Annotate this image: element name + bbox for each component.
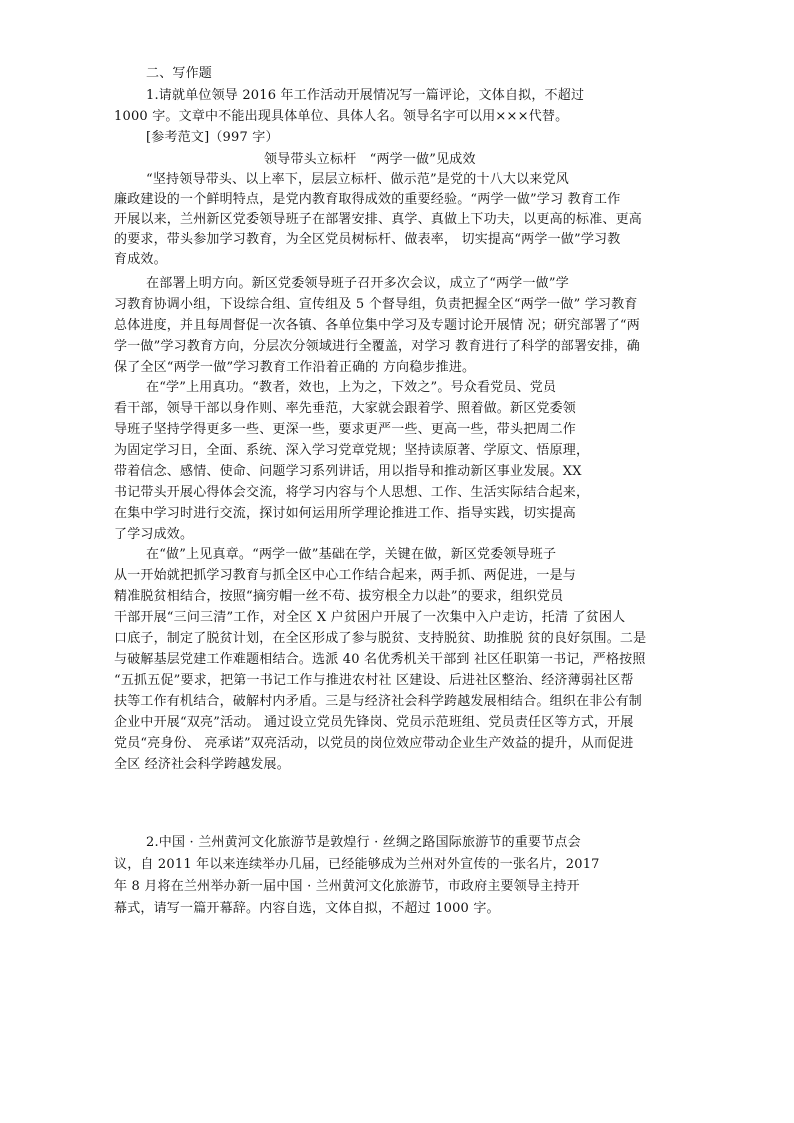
paragraph-line: 习教育协调小组，下设综合组、宣传组及 5 个督导组，负责把握全区“两学一做” 学习教育 xyxy=(114,297,638,312)
paragraph-line: 育成效。 xyxy=(114,252,167,267)
reference-label: [参考范文]（997 字） xyxy=(146,130,279,145)
q2-line: 议，自 2011 年以来连续举办几届，已经能够成为兰州对外宣传的一张名片，2017 xyxy=(114,857,600,872)
paragraph-line: 党员“亮身份、 亮承诺”双亮活动，以党员的岗位效应带动企业生产效益的提升，从而促进 xyxy=(114,736,634,751)
paragraph-line: 从一开始就把抓学习教育与抓全区中心工作结合起来，两手抓、两促进，一是与 xyxy=(114,568,577,583)
paragraph-line: 书记带头开展心得体会交流，将学习内容与个人思想、工作、生活实际结合起来， xyxy=(114,485,590,500)
paragraph-line: 在“学”上用真功。“教者，效也，上为之，下效之”。号众看党员、党员 xyxy=(146,380,557,395)
paragraph-line: 企业中开展“双亮”活动。 通过设立党员先锋岗、党员示范班组、党员责任区等方式，开展 xyxy=(114,715,634,730)
q1-line: 1000 字。文章中不能出现具体单位、具体人名。领导名字可以用×××代替。 xyxy=(114,109,569,124)
q2-line: 2.中国 · 兰州黄河文化旅游节是敦煌行 · 丝绸之路国际旅游节的重要节点会 xyxy=(146,835,581,850)
paragraph-line: “五抓五促”要求，把第一书记工作与推进农村社 区建设、后进社区整治、经济薄弱社区帮 xyxy=(114,673,634,688)
paragraph-line: 保了全区“两学一做”学习教育工作沿着正确的 方向稳步推进。 xyxy=(114,360,476,375)
paragraph-line: 看干部，领导干部以身作则、率先垂范，大家就会跟着学、照着做。新区党委领 xyxy=(114,401,577,416)
paragraph-line: 在部署上明方向。新区党委领导班子召开多次会议，成立了“两学一做”学 xyxy=(146,276,569,291)
paragraph-line: 了学习成效。 xyxy=(114,527,194,542)
paragraph-line: 干部开展“三问三清”工作，对全区 X 户贫困户开展了一次集中入户走访，托清 了贫困人 xyxy=(114,610,626,625)
paragraph-line: 廉政建设的一个鲜明特点，是党内教育取得成效的重要经验。“两学一做”学习 教育工作 xyxy=(114,192,621,207)
paragraph-line: “坚持领导带头、以上率下，层层立标杆、做示范”是党的十八大以来党风 xyxy=(146,172,569,187)
paragraph-line: 开展以来，兰州新区党委领导班子在部署安排、真学、真做上下功夫，以更高的标准、更高 xyxy=(114,212,643,227)
paragraph-line: 在“做”上见真章。“两学一做”基础在学，关键在做，新区党委领导班子 xyxy=(146,547,557,562)
paragraph-line: 扶等工作有机结合，破解村内矛盾。三是与经济社会科学跨越发展相结合。组织在非公有制 xyxy=(114,694,643,709)
paragraph-line: 导班子坚持学得更多一些、更深一些，要求更严一些、更高一些，带头把周二作 xyxy=(114,422,577,437)
paragraph-line: 带着信念、感情、使命、问题学习系列讲话，用以指导和推动新区事业发展。XX xyxy=(114,464,582,479)
paragraph-line: 总体进度，并且每周督促一次各镇、各单位集中学习及专题讨论开展情 况；研究部署了“两 xyxy=(114,318,640,333)
paragraph-line: 与破解基层党建工作难题相结合。选派 40 名优秀机关干部到 社区任职第一书记，严格按照 xyxy=(114,652,646,667)
essay-title: 领导带头立标杆 “两学一做”见成效 xyxy=(264,152,476,167)
paragraph-line: 全区 经济社会科学跨越发展。 xyxy=(114,757,290,772)
q1-line: 1.请就单位领导 2016 年工作活动开展情况写一篇评论，文体自拟，不超过 xyxy=(146,88,585,103)
paragraph-line: 为固定学习日，全面、系统、深入学习党章党规；坚持读原著、学原文、悟原理， xyxy=(114,443,590,458)
paragraph-line: 口底子，制定了脱贫计划，在全区形成了参与脱贫、支持脱贫、助推脱 贫的良好氛围。二是 xyxy=(114,631,647,646)
q2-line: 幕式，请写一篇开幕辞。内容自选，文体自拟，不超过 1000 字。 xyxy=(114,901,500,916)
paragraph-line: 在集中学习时进行交流，探讨如何运用所学理论推进工作、指导实践，切实提高 xyxy=(114,506,577,521)
q2-line: 年 8 月将在兰州举办新一届中国 · 兰州黄河文化旅游节，市政府主要领导主持开 xyxy=(114,879,580,894)
paragraph-line: 的要求，带头参加学习教育，为全区党员树标杆、做表率， 切实提高“两学一做”学习教 xyxy=(114,232,621,247)
paragraph-line: 精准脱贫相结合，按照“摘穷帽一丝不苟、拔穷根全力以赴”的要求，组织党员 xyxy=(114,589,564,604)
paragraph-line: 学一做”学习教育方向，分层次分领域进行全覆盖，对学习 教育进行了科学的部署安排，确 xyxy=(114,339,640,354)
section-heading: 二、写作题 xyxy=(146,66,213,81)
